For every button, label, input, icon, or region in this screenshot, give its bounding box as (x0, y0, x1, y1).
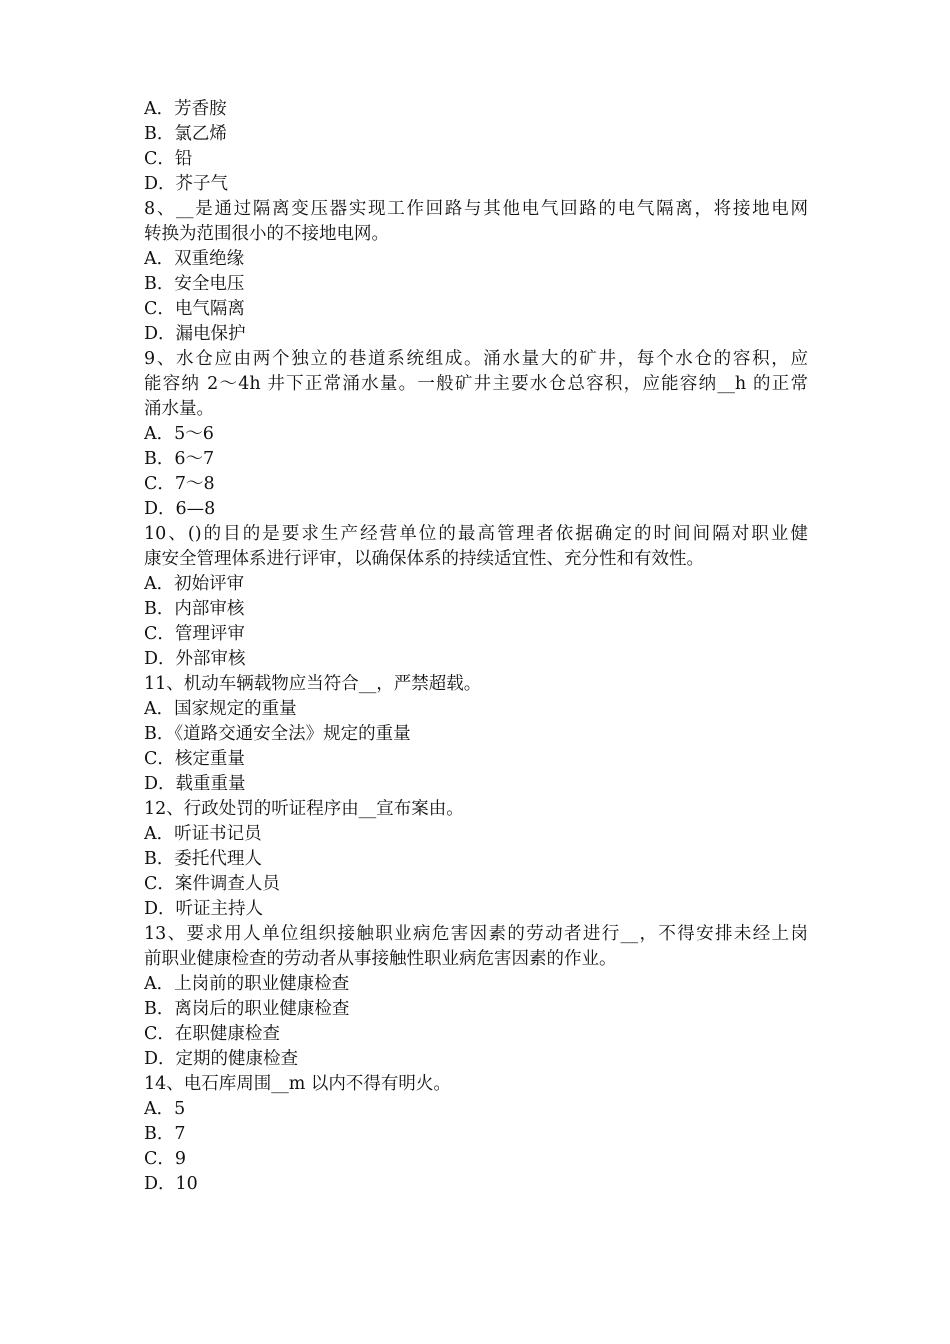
answer-option: D．外部审核 (144, 649, 246, 669)
question-text-line: 涌水量。 (144, 399, 214, 419)
answer-option: B．内部审核 (144, 599, 245, 619)
answer-option: C．在职健康检查 (144, 1024, 280, 1044)
answer-option: D．载重重量 (144, 774, 246, 794)
answer-option: C．电气隔离 (144, 299, 245, 319)
answer-option: B．安全电压 (144, 274, 245, 294)
answer-option: A．芳香胺 (144, 99, 227, 119)
answer-option: D．6—8 (144, 499, 216, 519)
answer-option: D．芥子气 (144, 174, 229, 194)
answer-option: C．铅 (144, 149, 193, 169)
question-text-line: 能容纳 2～4h 井下正常涌水量。一般矿井主要水仓总容积，应能容纳__h 的正常 (144, 374, 808, 394)
question-text-line: 9、水仓应由两个独立的巷道系统组成。涌水量大的矿井，每个水仓的容积，应 (144, 349, 808, 369)
answer-option: B．7 (144, 1124, 186, 1144)
question-text-line: 转换为范围很小的不接地电网。 (144, 224, 389, 244)
exam-questions-text (144, 97, 808, 1197)
answer-option: B．6～7 (144, 449, 215, 469)
answer-option: D．听证主持人 (144, 899, 264, 919)
question-text-line: 14、电石库周围__m 以内不得有明火。 (144, 1074, 451, 1094)
answer-option: A．国家规定的重量 (144, 699, 297, 719)
answer-option: A．双重绝缘 (144, 249, 245, 269)
question-text-line: 前职业健康检查的劳动者从事接触性职业病危害因素的作业。 (144, 949, 617, 969)
answer-option: B．离岗后的职业健康检查 (144, 999, 350, 1019)
question-text-line: 10、()的目的是要求生产经营单位的最高管理者依据确定的时间间隔对职业健 (144, 524, 808, 544)
answer-option: D．定期的健康检查 (144, 1049, 299, 1069)
question-text-line: 康安全管理体系进行评审，以确保体系的持续适宜性、充分性和有效性。 (144, 549, 704, 569)
answer-option: C．7～8 (144, 474, 215, 494)
answer-option: B．氯乙烯 (144, 124, 227, 144)
answer-option: A．5 (144, 1099, 186, 1119)
answer-option: C．9 (144, 1149, 187, 1169)
answer-option: D．漏电保护 (144, 324, 246, 344)
answer-option: B．《道路交通安全法》规定的重量 (144, 724, 411, 744)
answer-option: A．上岗前的职业健康检查 (144, 974, 350, 994)
answer-option: A．听证书记员 (144, 824, 262, 844)
answer-option: A．5～6 (144, 424, 214, 444)
answer-option: B．委托代理人 (144, 849, 262, 869)
question-text-line: 11、机动车辆载物应当符合__，严禁超载。 (144, 674, 482, 694)
answer-option: C．核定重量 (144, 749, 245, 769)
answer-option: D．10 (144, 1174, 198, 1194)
question-text-line: 12、行政处罚的听证程序由__宣布案由。 (144, 799, 464, 819)
question-text-line: 13、要求用人单位组织接触职业病危害因素的劳动者进行__，不得安排未经上岗 (144, 924, 808, 944)
question-text-line: 8、__是通过隔离变压器实现工作回路与其他电气回路的电气隔离，将接地电网 (144, 199, 808, 219)
answer-option: A．初始评审 (144, 574, 245, 594)
answer-option: C．案件调查人员 (144, 874, 280, 894)
answer-option: C．管理评审 (144, 624, 245, 644)
